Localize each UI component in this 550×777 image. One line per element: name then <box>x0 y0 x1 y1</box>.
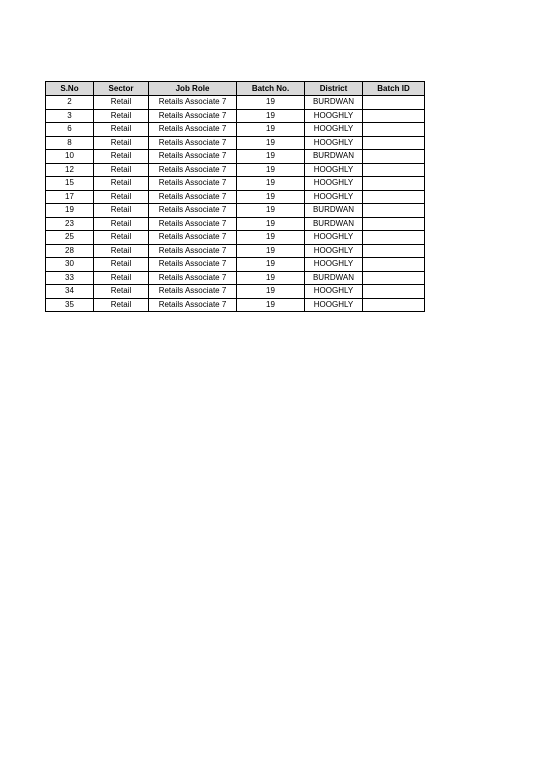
cell-job-role: Retails Associate 7 <box>149 190 237 204</box>
cell-district: HOOGHLY <box>305 285 363 299</box>
cell-batch-id <box>363 150 425 164</box>
cell-batch-no: 19 <box>237 231 305 245</box>
cell-district: HOOGHLY <box>305 136 363 150</box>
cell-district: HOOGHLY <box>305 244 363 258</box>
cell-batch-id <box>363 204 425 218</box>
cell-batch-no: 19 <box>237 204 305 218</box>
cell-sector: Retail <box>94 298 149 312</box>
cell-sno: 6 <box>46 123 94 137</box>
cell-district: BURDWAN <box>305 271 363 285</box>
cell-district: HOOGHLY <box>305 123 363 137</box>
header-job-role: Job Role <box>149 82 237 96</box>
cell-sno: 35 <box>46 298 94 312</box>
cell-batch-id <box>363 244 425 258</box>
cell-job-role: Retails Associate 7 <box>149 136 237 150</box>
cell-batch-id <box>363 298 425 312</box>
cell-sector: Retail <box>94 285 149 299</box>
cell-job-role: Retails Associate 7 <box>149 177 237 191</box>
cell-sno: 12 <box>46 163 94 177</box>
table-row <box>46 150 425 164</box>
table-row <box>46 123 425 137</box>
cell-job-role: Retails Associate 7 <box>149 285 237 299</box>
cell-job-role: Retails Associate 7 <box>149 298 237 312</box>
cell-sector: Retail <box>94 109 149 123</box>
cell-district: BURDWAN <box>305 96 363 110</box>
cell-batch-no: 19 <box>237 109 305 123</box>
cell-district: BURDWAN <box>305 217 363 231</box>
cell-sno: 3 <box>46 109 94 123</box>
cell-batch-no: 19 <box>237 298 305 312</box>
cell-batch-no: 19 <box>237 285 305 299</box>
cell-sector: Retail <box>94 177 149 191</box>
cell-batch-id <box>363 285 425 299</box>
cell-sno: 19 <box>46 204 94 218</box>
cell-sector: Retail <box>94 190 149 204</box>
cell-job-role: Retails Associate 7 <box>149 109 237 123</box>
cell-sector: Retail <box>94 271 149 285</box>
cell-sector: Retail <box>94 163 149 177</box>
cell-batch-no: 19 <box>237 258 305 272</box>
cell-district: HOOGHLY <box>305 298 363 312</box>
cell-batch-id <box>363 231 425 245</box>
cell-batch-id <box>363 177 425 191</box>
table-row <box>46 177 425 191</box>
table-body <box>46 96 425 312</box>
cell-batch-no: 19 <box>237 217 305 231</box>
cell-job-role: Retails Associate 7 <box>149 123 237 137</box>
cell-district: HOOGHLY <box>305 231 363 245</box>
cell-batch-id <box>363 271 425 285</box>
header-sector: Sector <box>94 82 149 96</box>
cell-batch-id <box>363 96 425 110</box>
cell-sno: 28 <box>46 244 94 258</box>
table-header-row <box>46 82 425 96</box>
cell-batch-no: 19 <box>237 163 305 177</box>
cell-sno: 23 <box>46 217 94 231</box>
cell-sno: 25 <box>46 231 94 245</box>
cell-batch-no: 19 <box>237 244 305 258</box>
cell-sno: 2 <box>46 96 94 110</box>
cell-sno: 30 <box>46 258 94 272</box>
table-row <box>46 271 425 285</box>
cell-batch-id <box>363 163 425 177</box>
cell-batch-id <box>363 136 425 150</box>
cell-job-role: Retails Associate 7 <box>149 258 237 272</box>
cell-job-role: Retails Associate 7 <box>149 231 237 245</box>
cell-district: HOOGHLY <box>305 109 363 123</box>
cell-job-role: Retails Associate 7 <box>149 96 237 110</box>
table-row <box>46 136 425 150</box>
cell-district: HOOGHLY <box>305 177 363 191</box>
cell-batch-no: 19 <box>237 190 305 204</box>
cell-sno: 17 <box>46 190 94 204</box>
cell-sector: Retail <box>94 123 149 137</box>
cell-sector: Retail <box>94 136 149 150</box>
table-row <box>46 258 425 272</box>
cell-sno: 34 <box>46 285 94 299</box>
cell-batch-no: 19 <box>237 271 305 285</box>
header-district: District <box>305 82 363 96</box>
header-batch-no: Batch No. <box>237 82 305 96</box>
cell-batch-no: 19 <box>237 177 305 191</box>
batch-table <box>45 81 425 312</box>
cell-job-role: Retails Associate 7 <box>149 204 237 218</box>
cell-sector: Retail <box>94 150 149 164</box>
cell-sno: 33 <box>46 271 94 285</box>
header-sno: S.No <box>46 82 94 96</box>
cell-district: HOOGHLY <box>305 163 363 177</box>
cell-sector: Retail <box>94 217 149 231</box>
table-row <box>46 109 425 123</box>
cell-batch-no: 19 <box>237 96 305 110</box>
table-row <box>46 285 425 299</box>
cell-batch-no: 19 <box>237 136 305 150</box>
cell-batch-id <box>363 190 425 204</box>
cell-district: BURDWAN <box>305 150 363 164</box>
cell-sector: Retail <box>94 258 149 272</box>
table-row <box>46 204 425 218</box>
cell-batch-id <box>363 258 425 272</box>
cell-sector: Retail <box>94 244 149 258</box>
cell-sno: 15 <box>46 177 94 191</box>
cell-batch-no: 19 <box>237 150 305 164</box>
header-batch-id: Batch ID <box>363 82 425 96</box>
cell-sector: Retail <box>94 204 149 218</box>
table-row <box>46 190 425 204</box>
cell-job-role: Retails Associate 7 <box>149 244 237 258</box>
cell-batch-no: 19 <box>237 123 305 137</box>
cell-district: HOOGHLY <box>305 190 363 204</box>
table-row <box>46 298 425 312</box>
cell-batch-id <box>363 109 425 123</box>
table-row <box>46 163 425 177</box>
cell-sno: 8 <box>46 136 94 150</box>
cell-district: HOOGHLY <box>305 258 363 272</box>
cell-batch-id <box>363 123 425 137</box>
cell-job-role: Retails Associate 7 <box>149 271 237 285</box>
cell-sector: Retail <box>94 96 149 110</box>
cell-batch-id <box>363 217 425 231</box>
table-row <box>46 217 425 231</box>
cell-sector: Retail <box>94 231 149 245</box>
cell-job-role: Retails Associate 7 <box>149 217 237 231</box>
cell-job-role: Retails Associate 7 <box>149 163 237 177</box>
cell-district: BURDWAN <box>305 204 363 218</box>
table-row <box>46 96 425 110</box>
cell-sno: 10 <box>46 150 94 164</box>
table-row <box>46 231 425 245</box>
table-row <box>46 244 425 258</box>
cell-job-role: Retails Associate 7 <box>149 150 237 164</box>
